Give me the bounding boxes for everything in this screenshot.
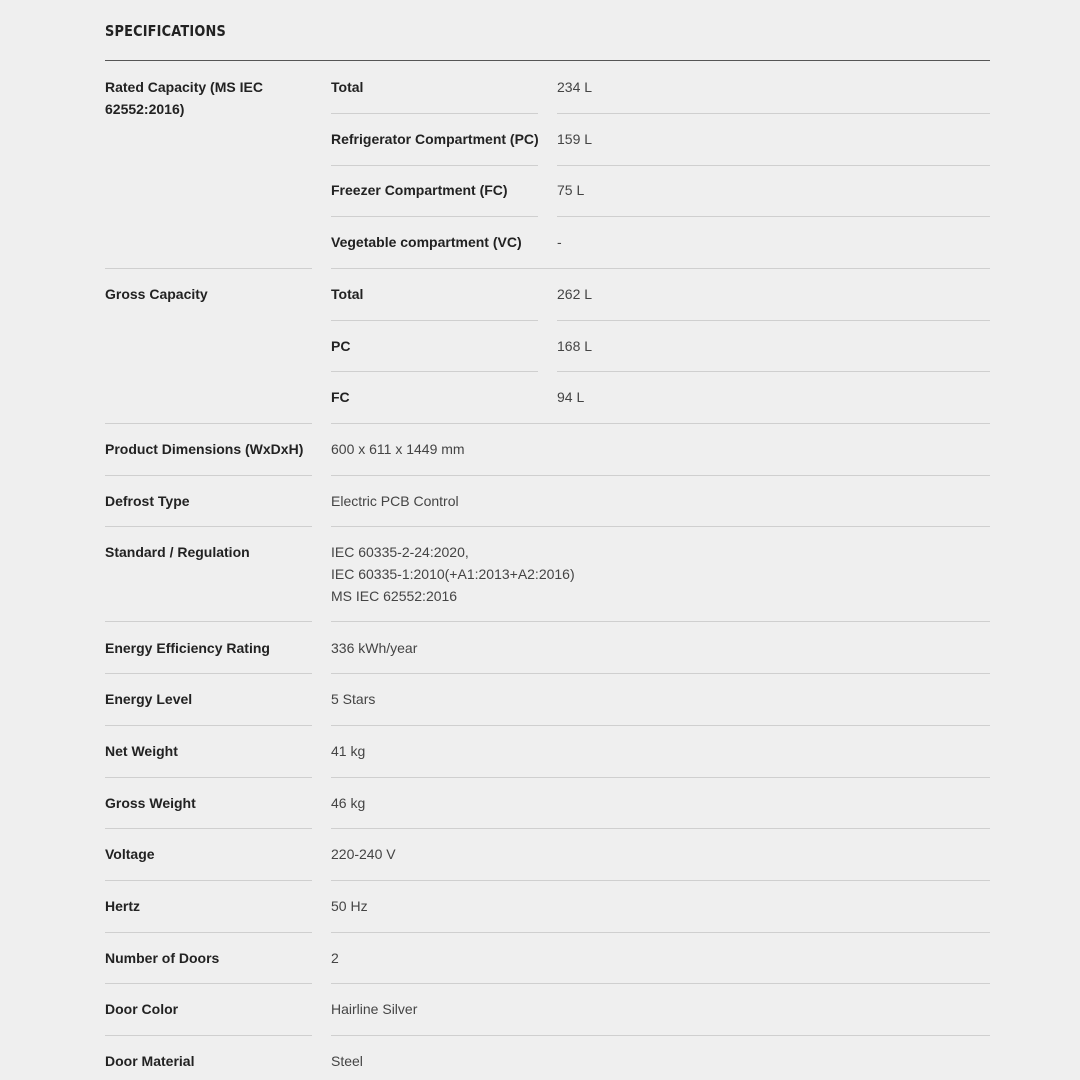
divider xyxy=(331,113,538,114)
spec-label-energy-level: Energy Level xyxy=(105,691,193,707)
divider xyxy=(331,673,990,674)
divider xyxy=(105,475,312,476)
divider xyxy=(331,526,990,527)
rated-vc-value: - xyxy=(557,234,562,250)
divider xyxy=(331,423,990,424)
divider xyxy=(557,371,990,372)
gross-total-label: Total xyxy=(331,286,364,302)
spec-value-door-color: Hairline Silver xyxy=(331,1001,418,1017)
spec-label-standard: Standard / Regulation xyxy=(105,544,250,560)
divider xyxy=(331,371,538,372)
gross-capacity-label: Gross Capacity xyxy=(105,286,208,302)
spec-value-doors: 2 xyxy=(331,950,339,966)
rated-total-value: 234 L xyxy=(557,79,593,95)
spec-label-gross-weight: Gross Weight xyxy=(105,795,196,811)
divider xyxy=(331,621,990,622)
spec-label-doors: Number of Doors xyxy=(105,950,220,966)
spec-value-gross-weight: 46 kg xyxy=(331,795,366,811)
divider xyxy=(331,932,990,933)
spec-value-defrost: Electric PCB Control xyxy=(331,493,459,509)
spec-label-hertz: Hertz xyxy=(105,898,141,914)
spec-label-net-weight: Net Weight xyxy=(105,743,178,759)
divider xyxy=(105,526,312,527)
divider xyxy=(331,475,990,476)
page-title: SPECIFICATIONS xyxy=(105,22,226,40)
spec-value-energy-level: 5 Stars xyxy=(331,691,376,707)
rated-pc-label: Refrigerator Compartment (PC) xyxy=(331,131,539,147)
divider xyxy=(105,983,312,984)
spec-value-standard-line2: IEC 60335-1:2010(+A1:2013+A2:2016) xyxy=(331,566,575,582)
rated-capacity-label-line1: Rated Capacity (MS IEC xyxy=(105,79,263,95)
divider xyxy=(331,268,990,269)
spec-label-energy-rating: Energy Efficiency Rating xyxy=(105,640,270,656)
divider xyxy=(105,880,312,881)
gross-pc-value: 168 L xyxy=(557,338,593,354)
divider xyxy=(331,828,990,829)
divider xyxy=(331,165,538,166)
divider xyxy=(105,268,312,269)
divider xyxy=(557,320,990,321)
spec-label-door-material: Door Material xyxy=(105,1053,195,1069)
spec-value-door-material: Steel xyxy=(331,1053,363,1069)
spec-label-dimensions: Product Dimensions (WxDxH) xyxy=(105,441,304,457)
divider xyxy=(557,113,990,114)
rated-fc-label: Freezer Compartment (FC) xyxy=(331,182,508,198)
divider xyxy=(105,828,312,829)
gross-total-value: 262 L xyxy=(557,286,593,302)
gross-fc-value: 94 L xyxy=(557,389,585,405)
spec-value-standard-line3: MS IEC 62552:2016 xyxy=(331,588,458,604)
divider xyxy=(331,216,538,217)
divider xyxy=(105,932,312,933)
spec-value-energy-rating: 336 kWh/year xyxy=(331,640,418,656)
rated-fc-value: 75 L xyxy=(557,182,585,198)
gross-fc-label: FC xyxy=(331,389,350,405)
divider xyxy=(331,777,990,778)
divider xyxy=(557,216,990,217)
divider xyxy=(557,165,990,166)
spec-label-voltage: Voltage xyxy=(105,846,155,862)
spec-value-net-weight: 41 kg xyxy=(331,743,366,759)
divider xyxy=(331,320,538,321)
divider xyxy=(105,423,312,424)
rated-total-label: Total xyxy=(331,79,364,95)
divider xyxy=(105,621,312,622)
spec-label-door-color: Door Color xyxy=(105,1001,179,1017)
divider xyxy=(105,777,312,778)
spec-value-standard-line1: IEC 60335-2-24:2020, xyxy=(331,544,469,560)
divider xyxy=(331,983,990,984)
divider xyxy=(331,1035,990,1036)
divider xyxy=(331,880,990,881)
divider xyxy=(105,1035,312,1036)
rated-capacity-label-line2: 62552:2016) xyxy=(105,101,185,117)
spec-value-hertz: 50 Hz xyxy=(331,898,368,914)
spec-value-voltage: 220-240 V xyxy=(331,846,396,862)
spec-value-dimensions: 600 x 611 x 1449 mm xyxy=(331,441,465,457)
spec-label-defrost: Defrost Type xyxy=(105,493,190,509)
divider xyxy=(105,673,312,674)
gross-pc-label: PC xyxy=(331,338,351,354)
rated-vc-label: Vegetable compartment (VC) xyxy=(331,234,522,250)
divider xyxy=(331,725,990,726)
divider xyxy=(105,725,312,726)
rated-pc-value: 159 L xyxy=(557,131,593,147)
heading-divider xyxy=(105,60,990,61)
